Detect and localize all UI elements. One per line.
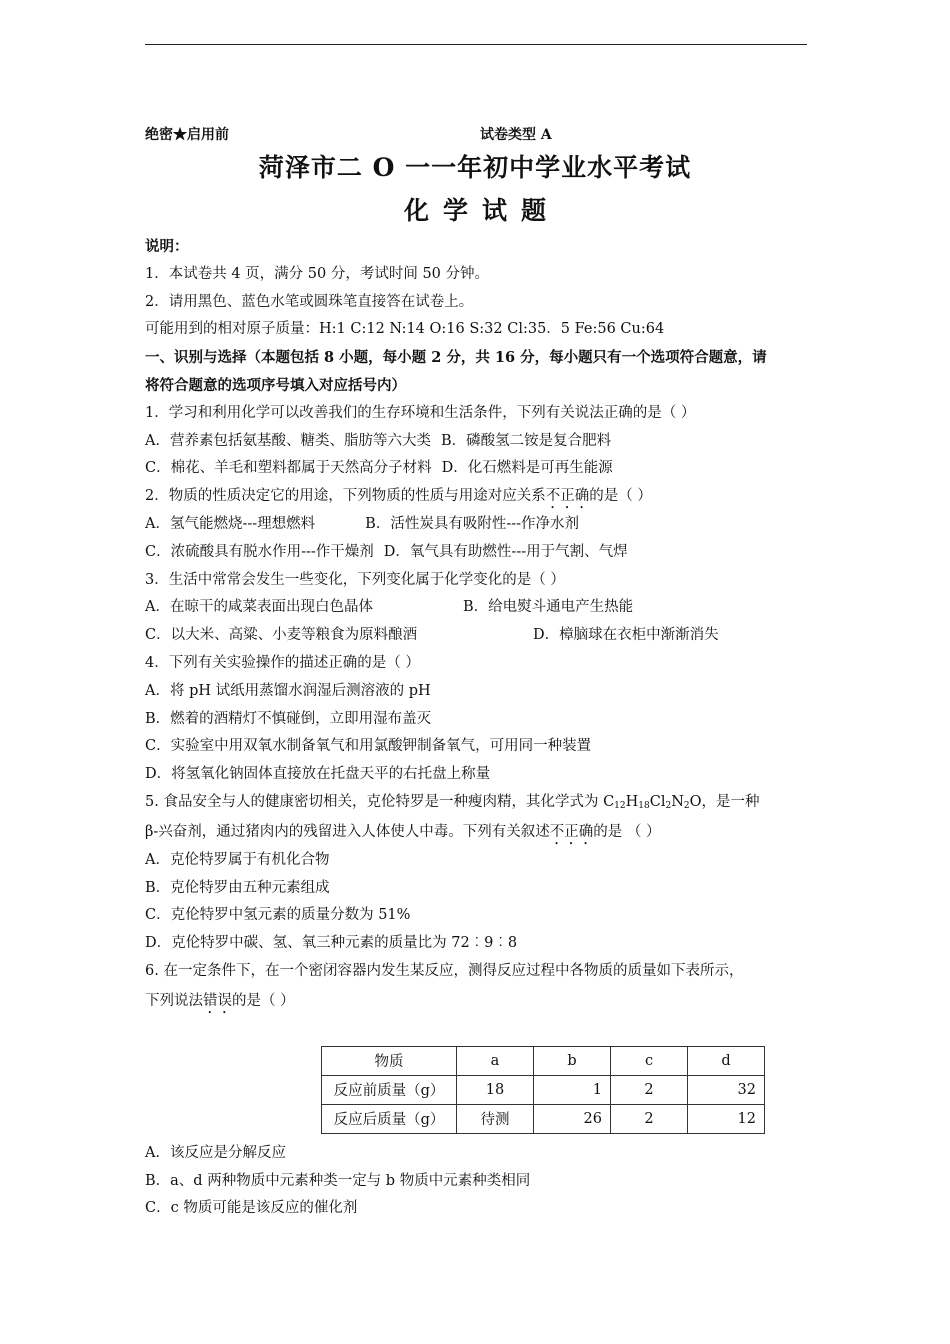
q6-stem-2-end: 的是（ ）: [232, 992, 295, 1009]
q5-option-b: B．克伦特罗由五种元素组成: [145, 879, 330, 896]
q1-option-d: D．化石燃料是可再生能源: [441, 460, 613, 477]
q1-option-c: C．棉花、羊毛和塑料都属于天然高分子材料: [145, 460, 432, 477]
mass-table: [321, 1046, 765, 1134]
confidential-label: 绝密★启用前: [145, 127, 229, 143]
table-cell: 待测: [457, 1104, 534, 1133]
q2-option-a: A．氢气能燃烧---理想燃料: [145, 515, 316, 532]
table-cell: 2: [611, 1075, 688, 1104]
table-header-cell: d: [688, 1046, 765, 1075]
table-cell: 1: [534, 1075, 611, 1104]
table-cell: 32: [688, 1075, 765, 1104]
q2-stem-text: 2．物质的性质决定它的用途，下列物质的性质与用途对应关系: [145, 488, 546, 505]
table-header-cell: 物质: [322, 1046, 457, 1075]
table-row: [322, 1104, 765, 1133]
note-2: 2．请用黑色、蓝色水笔或圆珠笔直接答在试卷上。: [145, 293, 474, 310]
q3-option-c: C．以大米、高粱、小麦等粮食为原料酿酒: [145, 627, 418, 644]
exam-subtitle: 化学试题: [403, 196, 560, 225]
q2-stem: [145, 483, 813, 511]
q2-option-d: D．氧气具有助燃性---用于气割、气焊: [383, 543, 628, 560]
q5-option-d: D．克伦特罗中碳、氢、氧三种元素的质量比为 72︰9︰8: [145, 935, 518, 952]
chemical-formula: $C_{12}H_{18}Cl_2N_2O$: [603, 793, 702, 811]
atomic-masses: 可能用到的相对原子质量：H:1 C:12 N:14 O:16 S:32 Cl:35．5 Fe:56 Cu:64: [145, 321, 665, 338]
q2-option-b: B．活性炭具有吸附性---作净水剂: [365, 515, 580, 532]
q5-stem-2-end: 的是 （ ）: [593, 823, 661, 840]
table-header-cell: c: [611, 1046, 688, 1075]
table-header-cell: b: [534, 1046, 611, 1075]
table-header-cell: a: [457, 1046, 534, 1075]
q1-options-cd: [145, 455, 813, 483]
table-cell: 18: [457, 1075, 534, 1104]
q6-stem-2-text: 下列说法: [145, 992, 203, 1009]
q2-options-ab: [145, 511, 813, 539]
q6-option-b: B．a、d 两种物质中元素种类一定与 b 物质中元素种类相同: [145, 1172, 531, 1189]
q5-stem-1: [145, 789, 813, 817]
section-1-heading: 一、识别与选择（本题包括 8 小题，每小题 2 分，共 16 分，每小题只有一个选项符合题意，请: [145, 349, 767, 367]
q6-option-c: C．c 物质可能是该反应的催化剂: [145, 1200, 358, 1217]
q5-option-c: C．克伦特罗中氢元素的质量分数为 51%: [145, 907, 411, 924]
table-cell: 12: [688, 1104, 765, 1133]
q4-option-c: C．实验室中用双氧水制备氧气和用氯酸钾制备氧气，可用同一种装置: [145, 738, 592, 755]
q3-option-a: A．在晾干的咸菜表面出现白色晶体: [145, 599, 373, 616]
table-cell: 26: [534, 1104, 611, 1133]
q5-option-a: A．克伦特罗属于有机化合物: [145, 851, 330, 868]
q1-stem: 1．学习和利用化学可以改善我们的生存环境和生活条件，下列有关说法正确的是（ ）: [145, 404, 696, 421]
q3-options-cd: [145, 622, 813, 650]
q3-options-ab: [145, 594, 813, 622]
table-cell: 反应前质量（g）: [322, 1075, 457, 1104]
q4-stem: 4．下列有关实验操作的描述正确的是（ ）: [145, 654, 420, 671]
q1-options-ab: [145, 428, 813, 456]
q2-option-c: C．浓硫酸具有脱水作用---作干燥剂: [145, 543, 374, 560]
table-cell: 2: [611, 1104, 688, 1133]
q4-option-b: B．燃着的酒精灯不慎碰倒，立即用湿布盖灭: [145, 710, 432, 727]
paper-type-label: 试卷类型 A: [480, 127, 552, 143]
exam-content: [145, 233, 813, 1223]
q1-option-a: A．营养素包括氨基酸、糖类、脂肪等六大类: [145, 432, 431, 449]
q6-emphasis: 错误: [203, 992, 232, 1009]
q6-option-a: A．该反应是分解反应: [145, 1144, 286, 1161]
q2-stem-end: 的是（ ）: [589, 488, 652, 505]
q2-options-cd: [145, 539, 813, 567]
table-row: [322, 1075, 765, 1104]
q3-option-b: B．给电熨斗通电产生热能: [463, 599, 634, 616]
q5-emphasis: 不正确: [549, 823, 594, 840]
section-1-heading-cont: 将符合题意的选项序号填入对应括号内）: [145, 376, 406, 394]
q6-stem-1: 6. 在一定条件下，在一个密闭容器内发生某反应，测得反应过程中各物质的质量如下表所示，: [145, 962, 744, 979]
table-header-row: [322, 1046, 765, 1075]
q5-stem-2: [145, 817, 813, 847]
q1-option-b: B．磷酸氢二铵是复合肥料: [440, 432, 612, 449]
q4-option-d: D．将氢氧化钠固体直接放在托盘天平的右托盘上称量: [145, 766, 491, 783]
q4-option-a: A．将 pH 试纸用蒸馏水润湿后测溶液的 pH: [145, 682, 431, 699]
q5-stem-text-end: ，是一种: [701, 793, 760, 810]
table-cell: 反应后质量（g）: [322, 1104, 457, 1133]
q6-stem-2: [145, 986, 813, 1016]
exam-title: 菏泽市二 O 一一年初中学业水平考试: [258, 153, 692, 182]
q5-stem-text: 5. 食品安全与人的健康密切相关，克伦特罗是一种瘦肉精，其化学式为: [145, 793, 604, 810]
notes-label: 说明：: [145, 238, 189, 255]
q3-stem: 3．生活中常常会发生一些变化，下列变化属于化学变化的是（ ）: [145, 571, 565, 588]
header-rule: [145, 44, 807, 45]
q3-option-d: D．樟脑球在衣柜中渐渐消失: [533, 627, 719, 644]
q5-stem-2-text: β-兴奋剂，通过猪肉内的残留进入人体使人中毒。下列有关叙述: [145, 823, 550, 840]
note-1: 1．本试卷共 4 页，满分 50 分，考试时间 50 分钟。: [145, 265, 490, 282]
q2-emphasis: 不正确: [545, 488, 590, 505]
